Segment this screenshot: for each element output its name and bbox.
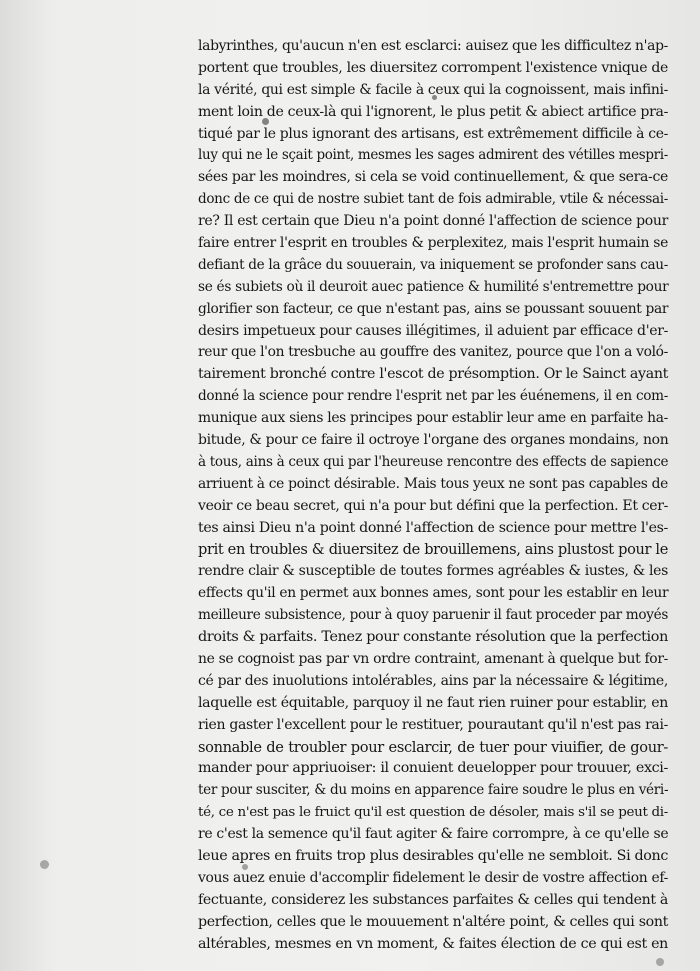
- text-line: bitude, & pour ce faire il octroye l'organe des organes mondains, non: [198, 432, 669, 449]
- text-line: ter pour susciter, & du moins en apparence faire soudre le plus en véri-: [198, 782, 669, 799]
- text-line: rendre clair & susceptible de toutes formes agréables & iustes, & les: [198, 563, 668, 580]
- text-line: fectuante, considerez les substances parfaites & celles qui tendent à: [198, 891, 668, 908]
- text-line: vous auez enuie d'accomplir fidelement le desir de vostre affection ef-: [198, 869, 668, 886]
- text-line: desirs impetueux pour causes illégitimes, il aduient par efficace d'er-: [198, 322, 668, 339]
- text-line: altérables, mesmes en vn moment, & faites élection de ce qui est en: [198, 935, 668, 952]
- text-line: reur que l'on tresbuche au gouffre des vanitez, pource que l'on a voló-: [198, 344, 668, 361]
- text-line: rien gaster l'excellent pour le restituer, pourautant qu'il n'est pas rai-: [198, 716, 668, 733]
- text-line: defiant de la grâce du souuerain, va iniquement se profonder sans cau-: [198, 256, 668, 273]
- text-line: arriuent à ce poinct désirable. Mais tous yeux ne sont pas capables de: [198, 475, 668, 492]
- text-line: ment loin de ceux-là qui l'ignorent, le plus petit & abiect artifice pra-: [198, 103, 668, 120]
- text-line: tairement bronché contre l'escot de présomption. Or le Sainct ayant: [198, 366, 668, 383]
- text-line: ne se cognoist pas par vn ordre contraint, amenant à quelque but for-: [198, 650, 668, 667]
- text-line: portent que troubles, les diuersitez corrompent l'existence vnique de: [198, 59, 668, 76]
- text-line: laquelle est équitable, parquoy il ne faut rien ruiner pour establir, en: [198, 694, 668, 711]
- text-line: leue apres en fruits trop plus desirables qu'elle ne sembloit. Si donc: [198, 847, 669, 864]
- text-line: labyrinthes, qu'aucun n'en est esclarci: auisez que les difficultez n'ap-: [198, 38, 668, 54]
- text-line: prit en troubles & diuersitez de brouillemens, ains plustost pour le: [198, 541, 668, 559]
- ink-speck: [40, 860, 49, 869]
- text-line: re? Il est certain que Dieu n'a point donné l'affection de science pour: [198, 213, 668, 230]
- text-line: té, ce n'est pas le fruict qu'il est question de désoler, mais s'il se peut di-: [198, 805, 668, 821]
- text-line: donc de ce qui de nostre subiet tant de fois admirable, vtile & nécessai-: [198, 191, 668, 208]
- text-line: la vérité, qui est simple & facile à ceux qui la cognoissent, mais infini-: [198, 81, 668, 98]
- text-line: tes ainsi Dieu n'a point donné l'affection de science pour mettre l'es-: [198, 519, 668, 536]
- text-line: perfection, celles que le mouuement n'altére point, & celles qui sont: [198, 913, 668, 930]
- text-line: glorifier son facteur, ce que n'estant pas, ains se poussant souuent par: [198, 300, 669, 317]
- text-line: meilleure subsistence, pour à quoy paruenir il faut proceder par moyés: [198, 607, 668, 624]
- text-line: sonnable de troubler pour esclarcir, de tuer pour viuifier, de gour-: [198, 738, 668, 756]
- text-line: munique aux siens les principes pour establir leur ame en parfaite ha-: [198, 410, 668, 427]
- text-line: sées par les moindres, si cela se void continuellement, & que sera-ce: [198, 169, 668, 186]
- text-line: veoir ce beau secret, qui n'a pour but défini que la perfection. Et cer-: [198, 497, 668, 514]
- text-line: droits & parfaits. Tenez pour constante résolution que la perfection: [198, 629, 668, 646]
- ink-speck: [656, 958, 664, 966]
- text-line: mander pour appriuoiser: il conuient deuelopper pour trouuer, exci-: [198, 760, 668, 777]
- text-line: effects qu'il en permet aux bonnes ames, sont pour les establir en leur: [198, 585, 669, 602]
- page-text: [198, 36, 668, 955]
- text-line: donné la science pour rendre l'esprit net par les éuénemens, il en com-: [198, 388, 668, 405]
- text-line: tiqué par le plus ignorant des artisans, est extrêmement difficile à ce-: [198, 125, 668, 142]
- text-line: à tous, ains à ceux qui par l'heureuse rencontre des effects de sapience: [198, 453, 669, 470]
- text-line: faire entrer l'esprit en troubles & perplexitez, mais l'esprit humain se: [198, 235, 669, 252]
- text-line: luy qui ne le sçait point, mesmes les sages admirent des vétilles mespri-: [198, 147, 668, 164]
- text-line: re c'est la semence qu'il faut agiter & faire corrompre, à ce qu'elle se: [198, 826, 669, 843]
- text-line: se és subiets où il deuroit auec patience & humilité s'entremettre pour: [198, 278, 669, 295]
- text-line: cé par des inuolutions intolérables, ains par la nécessaire & légitime,: [198, 672, 668, 689]
